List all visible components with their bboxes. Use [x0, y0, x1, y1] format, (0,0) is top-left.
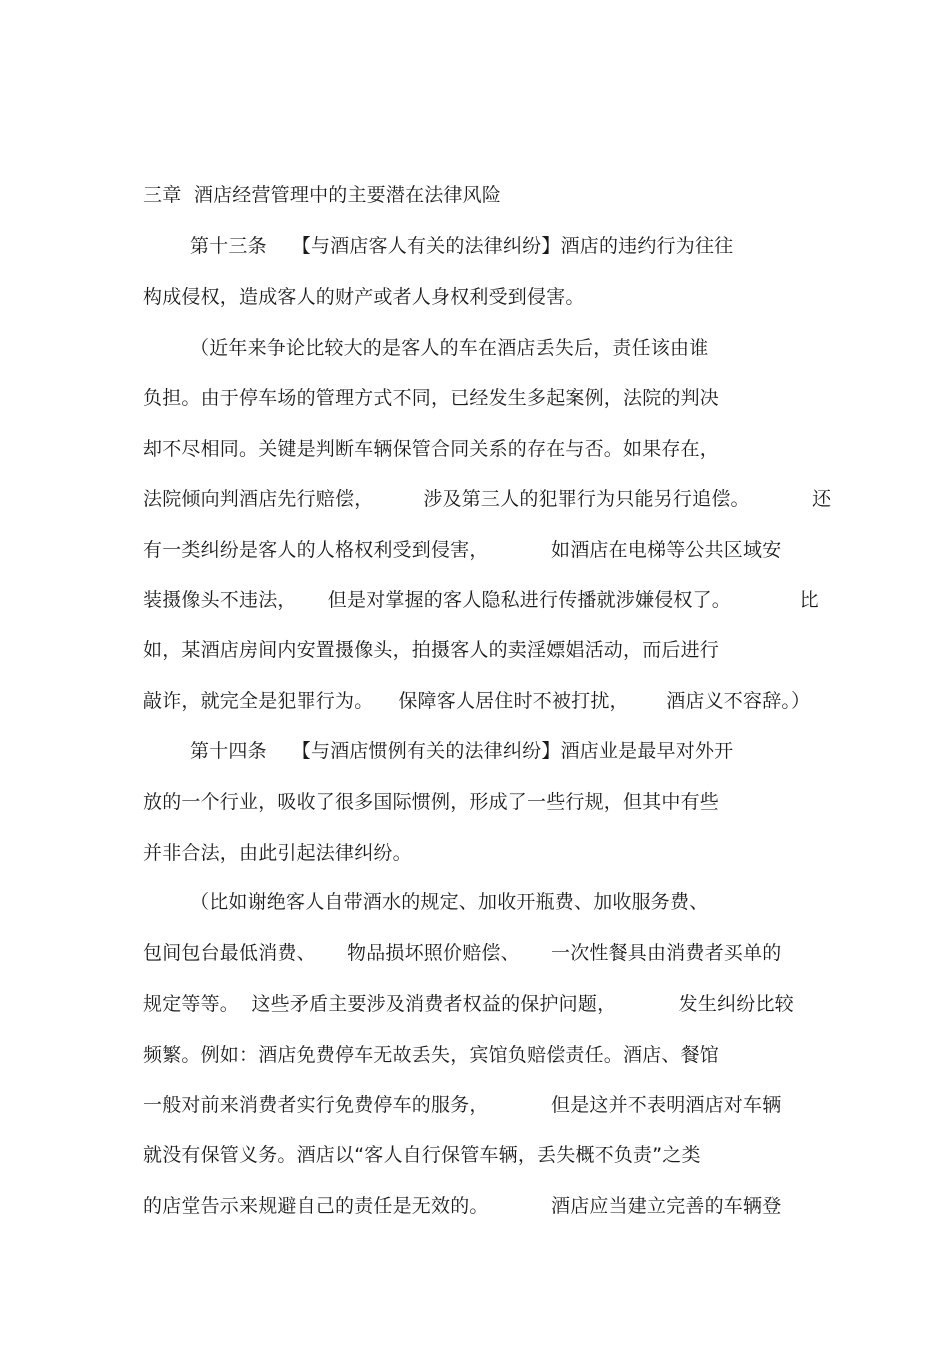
text-line: 并非合法，由此引起法律纠纷。 — [143, 842, 412, 864]
text-line: 法院倾向判酒店先行赔偿， 涉及第三人的犯罪行为只能另行追偿。 还 — [143, 488, 832, 510]
text-line: 第十三条 【与酒店客人有关的法律纠纷】酒店的违约行为往往 — [190, 235, 734, 257]
text-line: 装摄像头不违法， 但是对掌握的客人隐私进行传播就涉嫌侵权了。 比 — [143, 589, 819, 611]
text-line: 敲诈，就完全是犯罪行为。 保障客人居住时不被打扰， 酒店义不容辞。） — [143, 690, 811, 712]
chapter-heading: 三章 酒店经营管理中的主要潜在法律风险 — [143, 184, 502, 206]
text-line: 频繁。例如：酒店免费停车无故丢失，宾馆负赔偿责任。酒店、餐馆 — [143, 1044, 720, 1066]
text-line: 规定等等。 这些矛盾主要涉及消费者权益的保护问题， 发生纠纷比较 — [143, 993, 794, 1015]
text-line: 有一类纠纷是客人的人格权利受到侵害， 如酒店在电梯等公共区域安 — [143, 539, 782, 561]
text-line: 第十四条 【与酒店惯例有关的法律纠纷】酒店业是最早对外开 — [190, 740, 734, 762]
text-line: （比如谢绝客人自带酒水的规定、加收开瓶费、加收服务费、 — [190, 891, 709, 913]
text-line: 构成侵权，造成客人的财产或者人身权利受到侵害。 — [143, 286, 585, 308]
text-line: 却不尽相同。关键是判断车辆保管合同关系的存在与否。如果存在， — [143, 438, 720, 460]
text-line: （近年来争论比较大的是客人的车在酒店丢失后，责任该由谁 — [190, 337, 709, 359]
text-line: 负担。由于停车场的管理方式不同，已经发生多起案例，法院的判决 — [143, 387, 720, 409]
text-line: 包间包台最低消费、 物品损坏照价赔偿、 一次性餐具由消费者买单的 — [143, 942, 782, 964]
text-line: 放的一个行业，吸收了很多国际惯例，形成了一些行规，但其中有些 — [143, 791, 720, 813]
text-line: 如，某酒店房间内安置摄像头，拍摄客人的卖淫嫖娼活动，而后进行 — [143, 639, 720, 661]
text-line: 的店堂告示来规避自己的责任是无效的。 酒店应当建立完善的车辆登 — [143, 1195, 782, 1217]
text-line: 一般对前来消费者实行免费停车的服务， 但是这并不表明酒店对车辆 — [143, 1094, 782, 1116]
text-line: 就没有保管义务。酒店以“客人自行保管车辆，丢失概不负责”之类 — [143, 1144, 701, 1166]
